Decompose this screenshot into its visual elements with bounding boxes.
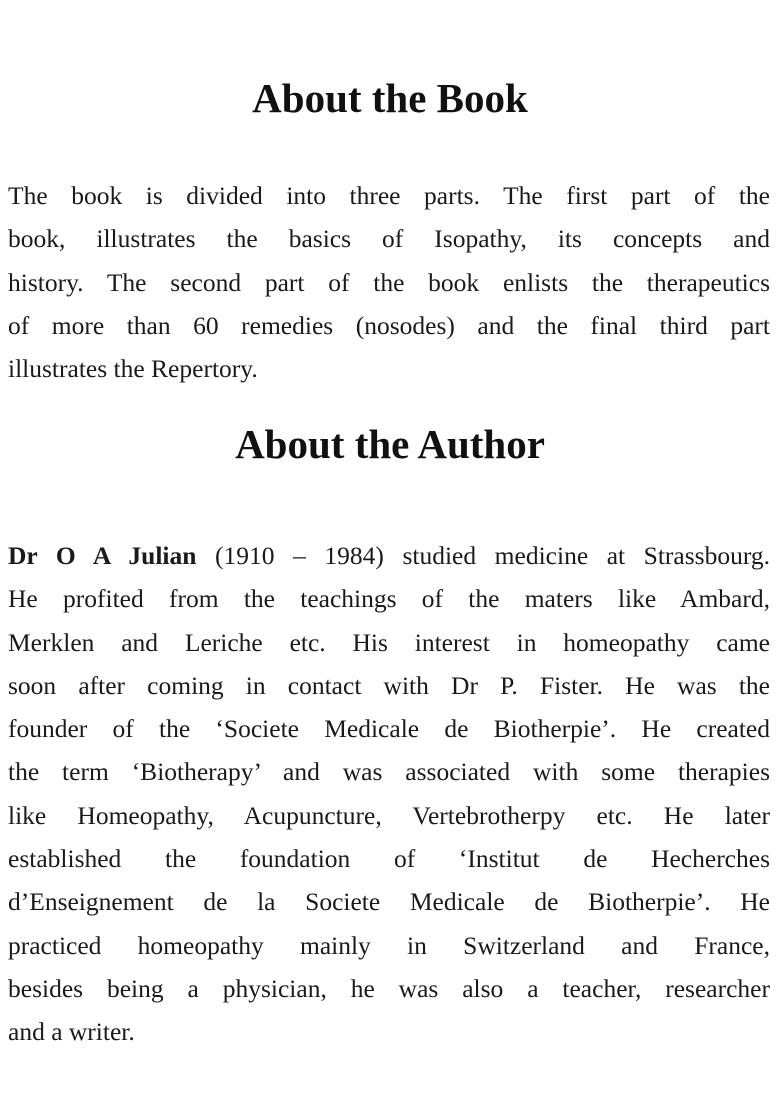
text-fragment: (1910 – 1984) studied medicine at Strassbourg.: [196, 541, 770, 570]
text-line: like Homeopathy, Acupuncture, Vertebrotherpy etc. He later: [8, 800, 770, 830]
text-line: [8, 538, 770, 581]
text-line: illustrates the Repertory.: [8, 354, 258, 384]
text-line: of more than 60 remedies (nosodes) and the final third part: [8, 310, 770, 340]
text-line: d’Enseignement de la Societe Medicale de Biotherpie’. He: [8, 887, 770, 917]
book-description-paragraph: [8, 178, 770, 394]
text-line: and a writer.: [8, 1017, 135, 1047]
text-line: Merklen and Leriche etc. His interest in homeopathy came: [8, 627, 770, 657]
author-bio-paragraph: [8, 538, 770, 1058]
heading-about-author: About the Author: [235, 421, 545, 467]
heading-about-book: About the Book: [252, 75, 528, 121]
text-line: besides being a physician, he was also a teacher, researcher: [8, 973, 770, 1003]
text-line: book, illustrates the basics of Isopathy, its concepts and: [8, 224, 770, 254]
text-line: soon after coming in contact with Dr P. Fister. He was the: [8, 670, 770, 700]
text-line: the term ‘Biotherapy’ and was associated with some therapies: [8, 757, 770, 787]
text-line: history. The second part of the book enlists the therapeutics: [8, 267, 770, 297]
text-line: He profited from the teachings of the maters like Ambard,: [8, 584, 770, 614]
text-line: practiced homeopathy mainly in Switzerland and France,: [8, 930, 770, 960]
text-line: established the foundation of ‘Institut de Hecherches: [8, 844, 770, 874]
text-line: founder of the ‘Societe Medicale de Biotherpie’. He created: [8, 714, 770, 744]
text-line: The book is divided into three parts. The first part of the: [8, 181, 770, 210]
author-name: Dr O A Julian: [8, 541, 197, 570]
